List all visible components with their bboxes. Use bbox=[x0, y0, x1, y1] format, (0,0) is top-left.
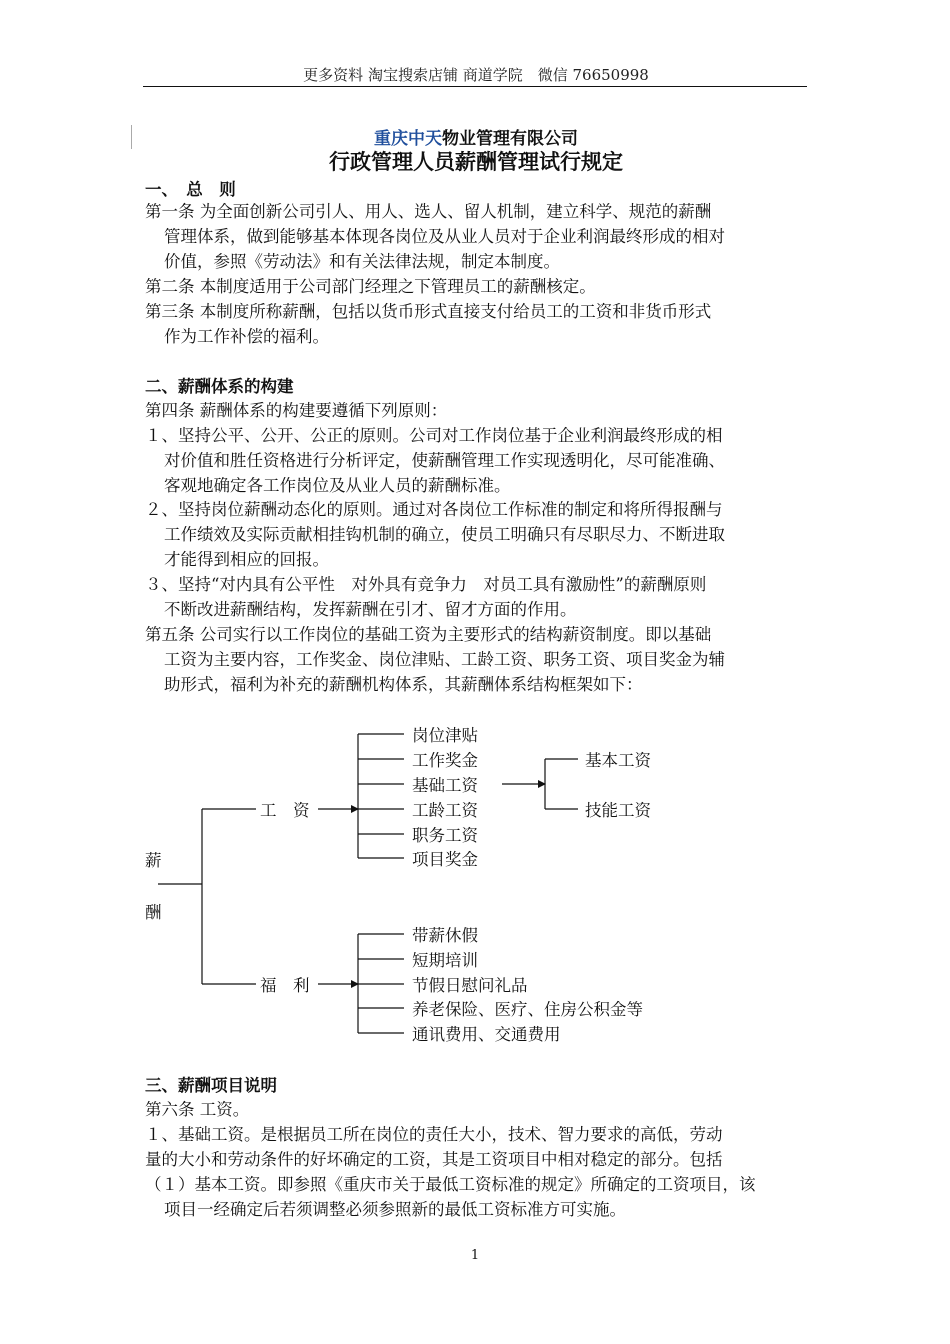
company-name-highlight: 重庆中天 bbox=[374, 129, 442, 149]
welfare-item: 短期培训 bbox=[412, 951, 478, 970]
wage-item: 基础工资 bbox=[412, 776, 478, 795]
basic-wage-paragraph bbox=[145, 1122, 809, 1222]
text-line: ２、坚持岗位薪酬动态化的原则。通过对各岗位工作标准的制定和将所得报酬与 bbox=[145, 500, 723, 519]
text-line: 项目一经确定后若须调整必须参照新的最低工资标准方可实施。 bbox=[164, 1200, 626, 1219]
margin-mark bbox=[131, 125, 132, 149]
text-line: 第五条 公司实行以工作岗位的基础工资为主要形式的结构薪资制度。即以基础 bbox=[145, 625, 712, 644]
page-header: 更多资料 淘宝搜索店铺 商道学院 微信 76650998 bbox=[303, 66, 649, 84]
text-line: （１）基本工资。即参照《重庆市关于最低工资标准的规定》所确定的工资项目，该 bbox=[145, 1175, 756, 1194]
text-line: ３、坚持“对内具有公平性 对外具有竞争力 对员工具有激励性”的薪酬原则 bbox=[145, 575, 707, 594]
article-5 bbox=[145, 622, 809, 697]
article-3 bbox=[145, 299, 809, 349]
text-line: 助形式，福利为补充的薪酬机构体系，其薪酬体系结构框架如下： bbox=[164, 675, 643, 694]
text-line: 第一条 为全面创新公司引人、用人、选人、留人机制，建立科学、规范的薪酬 bbox=[145, 202, 712, 221]
article-6 bbox=[145, 1097, 809, 1122]
text-line: 工作绩效及实际贡献相挂钩机制的确立，使员工明确只有尽职尽力、不断进取 bbox=[164, 525, 725, 544]
wage-item: 职务工资 bbox=[412, 826, 478, 845]
text-line: 才能得到相应的回报。 bbox=[164, 550, 329, 569]
document-title: 行政管理人员薪酬管理试行规定 bbox=[329, 150, 623, 174]
diagram-wage: 工 资 bbox=[260, 801, 310, 820]
diagram-root-bottom: 酬 bbox=[145, 903, 162, 922]
article-1 bbox=[145, 199, 809, 274]
article-2 bbox=[145, 274, 809, 299]
text-line: 作为工作补偿的福利。 bbox=[164, 327, 329, 346]
text-line: 量的大小和劳动条件的好坏确定的工资，其是工资项目中相对稳定的部分。包括 bbox=[145, 1150, 723, 1169]
base-item: 技能工资 bbox=[585, 801, 651, 820]
text-line: 第三条 本制度所称薪酬，包括以货币形式直接支付给员工的工资和非货币形式 bbox=[145, 302, 712, 321]
text-line: １、坚持公平、公开、公正的原则。公司对工作岗位基于企业利润最终形成的相 bbox=[145, 426, 723, 445]
text-line: 工资为主要内容，工作奖金、岗位津贴、工龄工资、职务工资、项目奖金为辅 bbox=[164, 650, 725, 669]
welfare-item: 节假日慰问礼品 bbox=[412, 976, 528, 995]
company-name-rest: 物业管理有限公司 bbox=[442, 129, 578, 149]
text-line: 第四条 薪酬体系的构建要遵循下列原则： bbox=[145, 401, 448, 420]
section-1-heading: 一、 总 则 bbox=[145, 180, 236, 199]
welfare-item: 通讯费用、交通费用 bbox=[412, 1025, 561, 1044]
text-line: 管理体系，做到能够基本体现各岗位及从业人员对于企业利润最终形成的相对 bbox=[164, 227, 725, 246]
diagram-root-top: 薪 bbox=[145, 851, 162, 870]
principle-3 bbox=[145, 572, 809, 622]
section-3-heading: 三、薪酬项目说明 bbox=[145, 1076, 277, 1095]
text-line: 价值，参照《劳动法》和有关法律法规，制定本制度。 bbox=[164, 252, 560, 271]
diagram-welfare: 福 利 bbox=[260, 976, 310, 995]
principle-1 bbox=[145, 423, 809, 498]
wage-item: 项目奖金 bbox=[412, 850, 478, 869]
header-rule bbox=[143, 86, 807, 87]
principle-2 bbox=[145, 497, 809, 572]
welfare-item: 带薪休假 bbox=[412, 926, 478, 945]
page-number: 1 bbox=[470, 1248, 480, 1263]
section-2-heading: 二、薪酬体系的构建 bbox=[145, 377, 294, 396]
text-line: 第六条 工资。 bbox=[145, 1100, 250, 1119]
text-line: １、基础工资。是根据员工所在岗位的责任大小，技术、智力要求的高低，劳动 bbox=[145, 1125, 723, 1144]
welfare-item: 养老保险、医疗、住房公积金等 bbox=[412, 1000, 643, 1019]
text-line: 客观地确定各工作岗位及从业人员的薪酬标准。 bbox=[164, 476, 511, 495]
text-line: 第二条 本制度适用于公司部门经理之下管理员工的薪酬核定。 bbox=[145, 277, 596, 296]
base-item: 基本工资 bbox=[585, 751, 651, 770]
wage-item: 工龄工资 bbox=[412, 801, 478, 820]
article-4 bbox=[145, 398, 809, 423]
text-line: 对价值和胜任资格进行分析评定，使薪酬管理工作实现透明化，尽可能准确、 bbox=[164, 451, 725, 470]
text-line: 不断改进薪酬结构，发挥薪酬在引才、留才方面的作用。 bbox=[164, 600, 577, 619]
wage-item: 岗位津贴 bbox=[412, 726, 478, 745]
wage-item: 工作奖金 bbox=[412, 751, 478, 770]
